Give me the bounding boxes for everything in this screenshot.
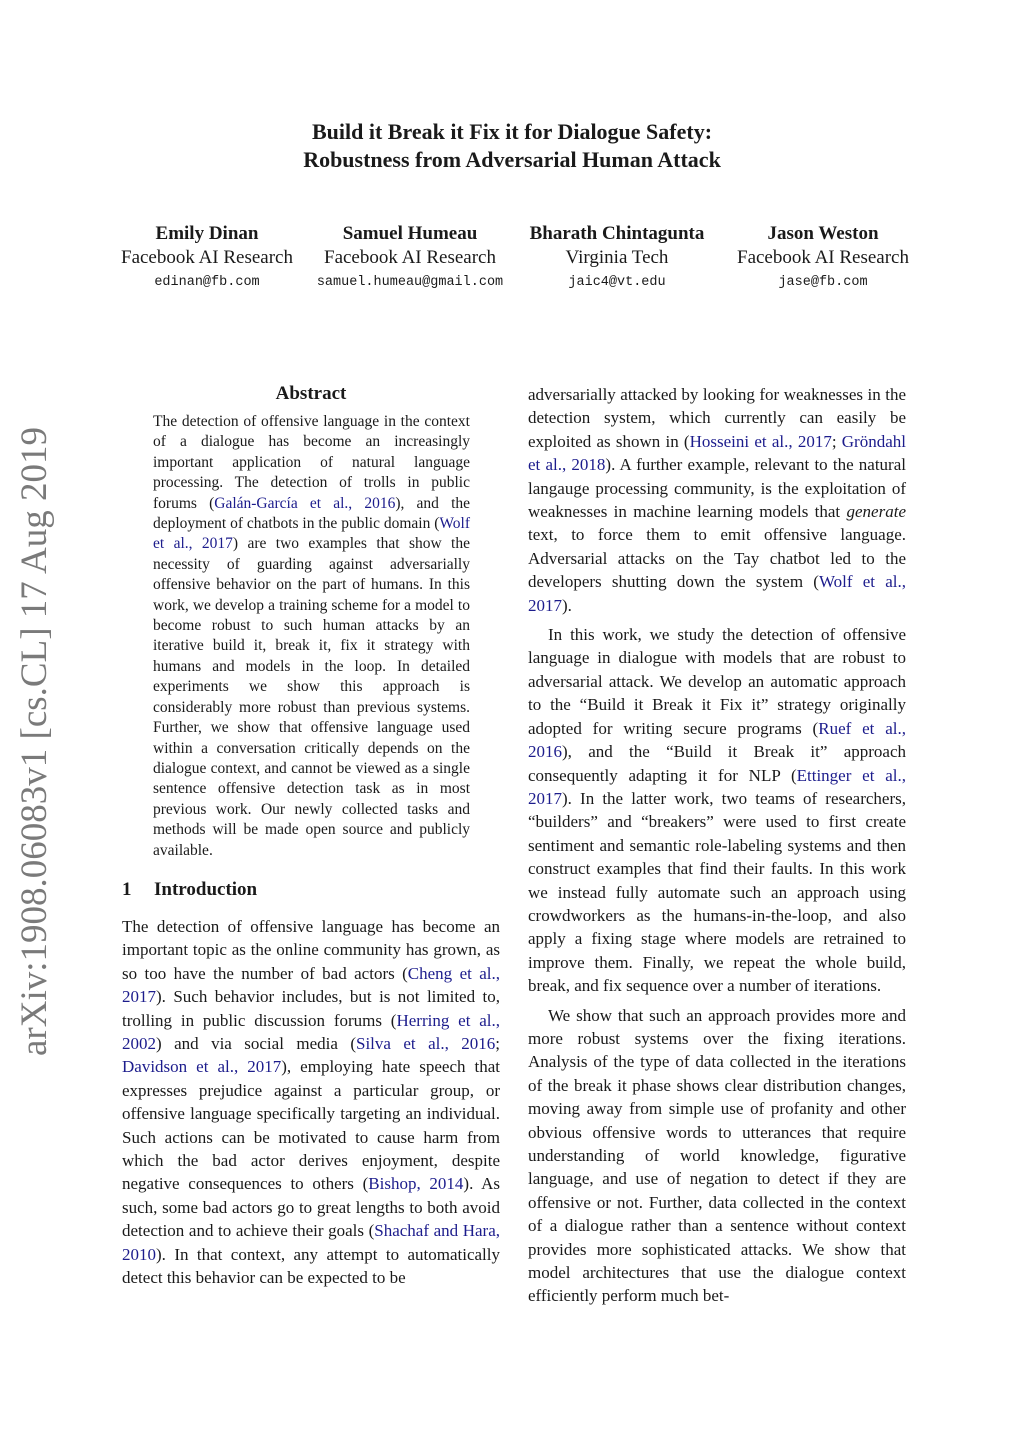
left-column <box>122 380 500 1289</box>
citation-link[interactable]: Silva et al., 2016 <box>355 1033 496 1053</box>
author-emily-dinan <box>112 222 302 296</box>
citation-link[interactable]: Davidson et al., 2017 <box>122 1057 282 1077</box>
citation-link[interactable]: Galán-García et al., 2016 <box>214 494 396 512</box>
intro-paragraph-1: The detection of offensive language has become an important topic as the online community has grown, as so too have the number of bad actors (Cheng et al., 2017). Such behavior includes, but is not limited to, trolling in public discussion forums (Herring et al., 2002) and via social media (Silva et al., 2016; Davidson et al., 2017), employing hate speech that expresses prejudice against a particular group, or offensive language specifically targeting an individual. Such actions can be motivated to cause harm from which the bad actor derives enjoyment, despite negative consequences to others (Bishop, 2014). As such, some bad actors go to great lengths to both avoid detection and to achieve their goals (Shachaf and Hara, 2010). In that context, any attempt to automatically detect this behavior can be expected to be <box>122 916 501 1288</box>
author-email: jaic4@vt.edu <box>568 275 666 290</box>
emphasis-generate: generate <box>846 502 906 522</box>
citation-link[interactable]: Bishop, 2014 <box>368 1174 464 1194</box>
author-name: Samuel Humeau <box>342 223 478 244</box>
intro-paragraph-2: In this work, we study the detection of offensive language in dialogue with models that are robust to adversarial attack. We develop an automatic approach to the “Build it Break it Fix it” strategy originally adopted for writing secure programs (Ruef et al., 2016), and the “Build it Break it” approach consequently adapting it for NLP (Ettinger et al., 2017). In the latter work, two teams of researchers, “builders” and “breakers” were used to first create sentiment and semantic role-labeling systems and then construct examples that find their faults. In this work we instead fully automate such an approach using crowdworkers as the humans-in-the-loop, and also apply a fixing stage where models are retrained to improve them. Finally, we repeat the whole build, break, and fix sequence over a number of iterations. <box>528 625 906 996</box>
author-affiliation: Facebook AI Research <box>737 247 909 268</box>
author-name: Bharath Chintagunta <box>529 223 705 244</box>
section-number: 1 <box>122 878 132 900</box>
citation-link[interactable]: Wolf et al., 2017 <box>153 515 470 553</box>
paper-title <box>0 118 1024 174</box>
citation-link[interactable]: Ettinger et al., 2017 <box>528 765 906 808</box>
intro-paragraph-1-continued: adversarially attacked by looking for weaknesses in the detection system, which currently can easily be exploited as shown in (Hosseini et al., 2017; Gröndahl et al., 2018). A further example, relevant to the natural langauge processing community, is the exploitation of weaknesses in machine learning models that generate text, to force them to emit offensive language. Adversarial attacks on the Tay chatbot led to the developers shutting down the system (Wolf et al., 2017). <box>528 385 906 615</box>
author-affiliation: Virginia Tech <box>565 247 669 268</box>
author-block <box>112 222 920 302</box>
author-affiliation: Facebook AI Research <box>324 247 496 268</box>
abstract-heading: Abstract <box>275 383 347 404</box>
author-bharath-chintagunta <box>522 222 712 296</box>
section-heading-introduction <box>122 878 500 902</box>
citation-link[interactable]: Shachaf and Hara, 2010 <box>122 1221 500 1264</box>
author-affiliation: Facebook AI Research <box>121 247 293 268</box>
author-email: samuel.humeau@gmail.com <box>316 275 504 290</box>
author-name: Emily Dinan <box>155 223 259 244</box>
author-jason-weston <box>726 222 920 296</box>
intro-paragraph-3: We show that such an approach provides more and more robust systems over the fixing iterations. Analysis of the type of data collected in the iterations of the break it phase shows clear distribution changes, moving away from simple use of profanity and other obvious offensive words to utterances that require understanding of world knowledge, figurative language, and use of negation to detect if they are offensive or not. Further, data collected in the context of a dialogue rather than a sentence without context provides more sophisticated attacks. We show that model architectures that use the dialogue context efficiently perform much bet- <box>528 1005 906 1306</box>
arxiv-identifier: arXiv:1908.06083v1 [cs.CL] 17 Aug 2019 <box>14 427 55 1056</box>
citation-link[interactable]: Cheng et al., 2017 <box>122 963 500 1007</box>
citation-link[interactable]: Gröndahl et al., 2018 <box>528 431 906 475</box>
author-email: jase@fb.com <box>778 275 868 290</box>
author-samuel-humeau <box>305 222 515 296</box>
paper-title-line-2: Robustness from Adversarial Human Attack <box>303 147 721 172</box>
citation-link[interactable]: Hosseini et al., 2017 <box>689 431 832 451</box>
paper-title-line-1: Build it Break it Fix it for Dialogue Safety: <box>311 119 713 144</box>
right-column <box>528 383 906 1308</box>
section-title: Introduction <box>154 878 258 900</box>
abstract-text: The detection of offensive language in the context of a dialogue has become an increasingly important application of natural language processing. The detection of trolls in public forums (Galán-García et al., 2016), and the deployment of chatbots in the public domain (Wolf et al., 2017) are two examples that show the necessity of guarding against adversarially offensive behavior on the part of humans. In this work, we develop a training scheme for a model to become robust to such human attacks by an iterative build it, break it, fix it strategy with humans and models in the loop. In detailed experiments we show this approach is considerably more robust than previous systems. Further, we show that offensive language used within a conversation critically depends on the dialogue context, and cannot be viewed as a single sentence offensive detection task as in most previous work. Our newly collected tasks and methods will be made open source and publicly available. <box>153 413 471 859</box>
author-name: Jason Weston <box>767 223 879 244</box>
citation-link[interactable]: Herring et al., 2002 <box>122 1010 501 1053</box>
author-email: edinan@fb.com <box>154 275 260 290</box>
citation-link[interactable]: Wolf et al., 2017 <box>528 572 906 615</box>
citation-link[interactable]: Ruef et al., 2016 <box>528 718 906 762</box>
